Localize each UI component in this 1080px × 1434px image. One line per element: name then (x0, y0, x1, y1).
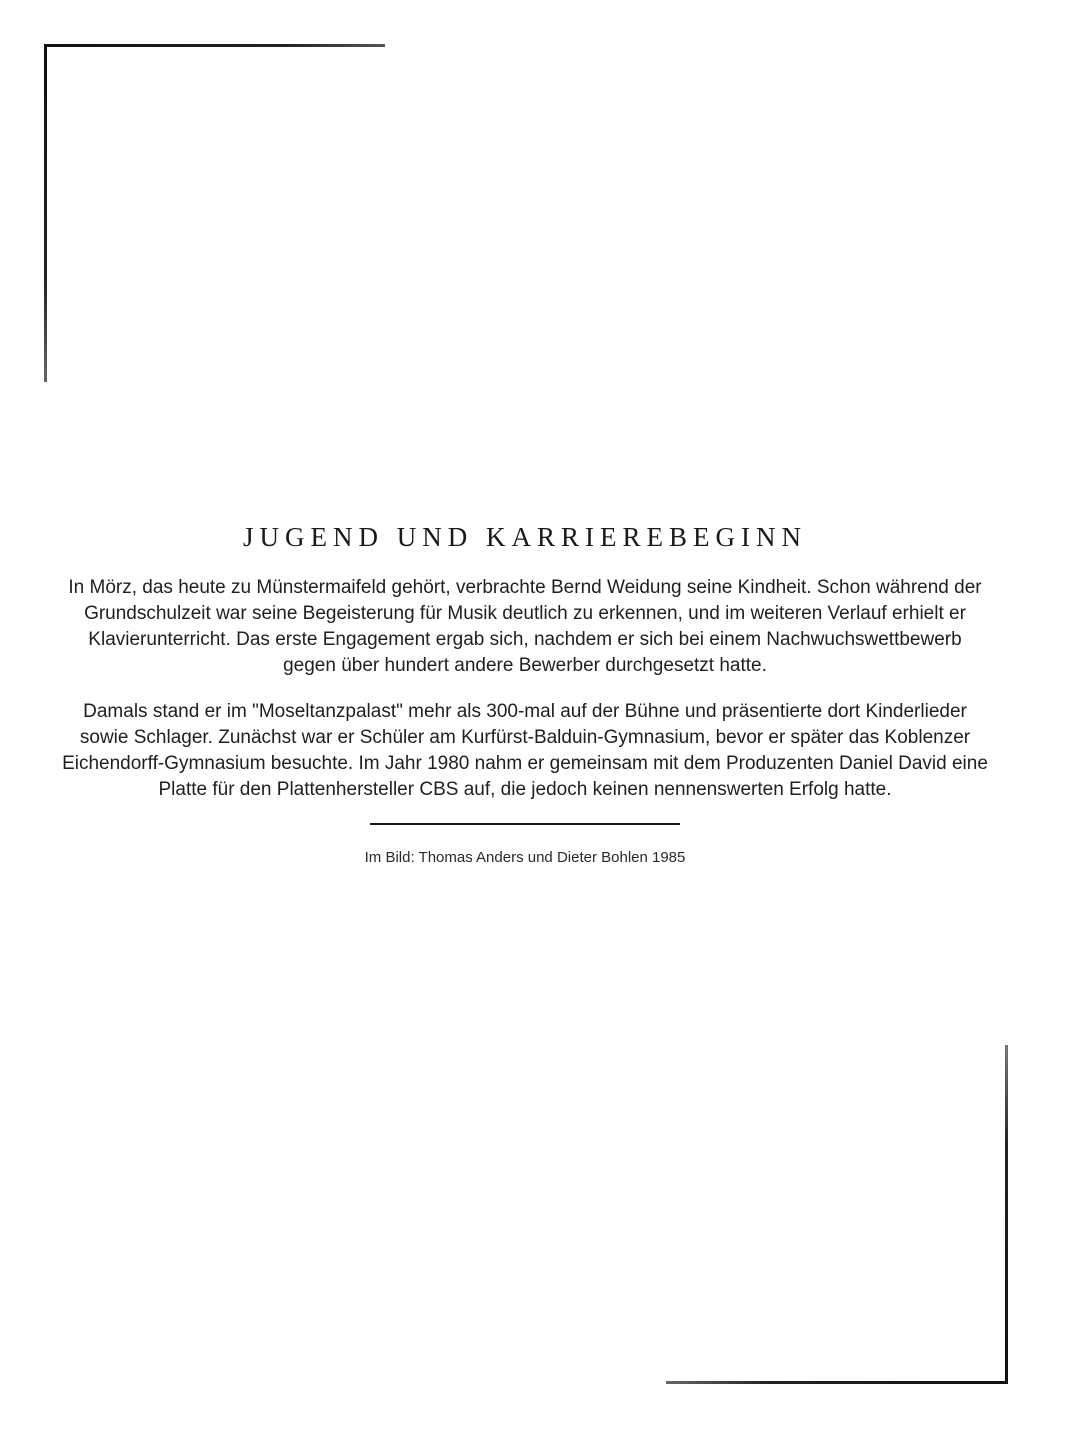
paragraph-career-start: Damals stand er im "Moseltanzpalast" mehr als 300-mal auf der Bühne und präsentierte dort Kinderlieder sowie Schlager. Zunächst war er Schüler am Kurfürst-Balduin-Gymnasium, bevor er später das Koblenzer Eichendorff-Gymnasium besuchte. Im Jahr 1980 nahm er gemeinsam mit dem Produzenten Daniel David eine Platte für den Plattenhersteller CBS auf, die jedoch keinen nennenswerten Erfolg hatte. (62, 701, 988, 800)
frame-line-top (44, 44, 385, 47)
frame-corner-top-left (0, 0, 400, 400)
frame-line-left (44, 44, 47, 382)
image-caption: Im Bild: Thomas Anders und Dieter Bohlen 1985 (364, 849, 686, 866)
frame-corner-bottom-right (640, 1030, 1040, 1410)
section-title: JUGEND UND KARRIEREBEGINN (243, 522, 807, 552)
divider (370, 823, 680, 825)
frame-line-right (1005, 1045, 1008, 1384)
frame-line-bottom (666, 1381, 1008, 1384)
section-content (60, 522, 990, 866)
paragraph-childhood: In Mörz, das heute zu Münstermaifeld gehört, verbrachte Bernd Weidung seine Kindheit. Schon während der Grundschulzeit war seine Begeisterung für Musik deutlich zu erkennen, und im weiteren Verlauf erhielt er Klavierunterricht. Das erste Engagement ergab sich, nachdem er sich bei einem Nachwuchswettbewerb gegen über hundert andere Bewerber durchgesetzt hatte. (68, 577, 982, 676)
